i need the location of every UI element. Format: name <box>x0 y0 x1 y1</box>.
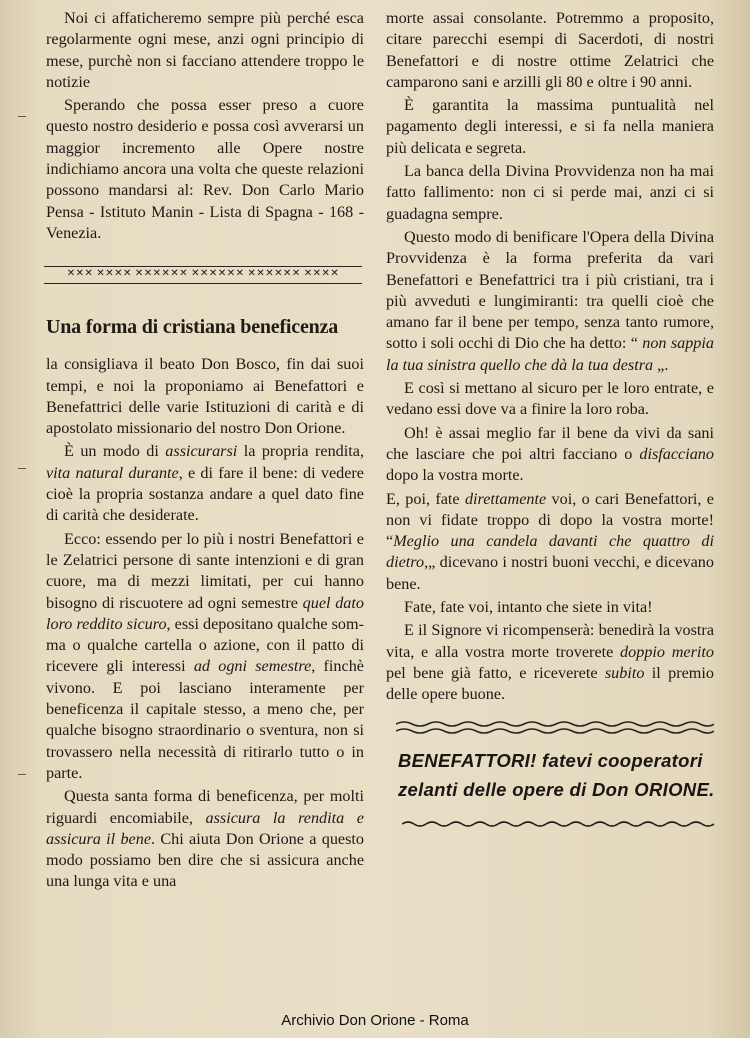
margin-mark <box>18 116 26 117</box>
wavy-rule-top <box>396 720 714 736</box>
paragraph: E il Signore vi ricompenserà: benedirà la vostra vita, e alla vostra morte troverete doppio merito pel bene già fatto, e riceverete subito il premio delle opere buone. <box>386 621 714 704</box>
paragraph: la consigliava il beato Don Bosco, fin dai suoi tempi, e noi la proponiamo ai Benefattori e Benefattrici delle varie Istituzioni di carità e di apostolato missionario del nostro Don Orione. <box>46 355 364 438</box>
margin-mark <box>18 774 26 775</box>
article-heading: Una forma di cristiana beneficenza <box>46 316 339 339</box>
paragraph: La banca della Divina Provvidenza non ha mai fatto fallimento: non ci si perde mai, anzi ci si guadagna sempre. <box>386 162 714 223</box>
paragraph: Ecco: essendo per lo più i nostri Benefattori e le Zelatrici persone di sante intenzioni e di gran cuore, ma di mezzi limitati, per cui hanno bisogno di riscuotere ad ogni semestre quel dato loro reddito sicuro, essi depositano qualche somma o qualche cartella o azione, con il patto di ricevere gli interessi ad ogni semestre, finchè vivono. E poi lasciano interamente per beneficenza il capitale stesso, a meno che, per qualche bisogno straordinario o sventura, non si trovassero nella necessità di ritirarlo tutto o in parte. <box>46 529 364 782</box>
left-column <box>46 8 364 893</box>
paragraph: È garantita la massima puntualità nel pagamento degli interessi, e si fa nella maniera più delicata e segreta. <box>386 96 714 157</box>
paragraph: Questa santa forma di beneficenza, per molti riguardi encomiabile, assicura la rendita e assicura il bene. Chi aiuta Don Orione a questo modo possiamo ben dire che si assicura anche una lunga vita e una <box>46 787 364 891</box>
paragraph: Sperando che possa esser preso a cuore questo nostro desiderio e possa così avverarsi un maggior incremento alle Opere nostre indichiamo ancora una volta che queste relazioni possono mandarsi al: Rev. Don Carlo Mario Pensa - Istituto Manin - Lista di Spagna - 168 - Venezia. <box>46 96 364 242</box>
paragraph: Questo modo di benificare l'Opera della Divina Provvidenza è la forma preferita da vari Benefattori e Benefattrici tra i più cristiani, tra i più avveduti e lungimiranti: tra quelli cioè che amano far il bene per tempo, senza tanto rumore, sotto i soli occhi di Dio che ha detto: “ non sappia la tua sinistra quello che dà la tua destra „. <box>386 227 714 374</box>
paragraph: E, poi, fate direttamente voi, o cari Benefattori, e non vi fidate troppo di dopo la vostra morte! “Meglio una candela davanti che quattro di dietro,„ dicevano i nostri buoni vecchi, e dicevano bene. <box>386 489 714 593</box>
archive-footer: Archivio Don Orione - Roma <box>281 1012 469 1029</box>
paragraph: Noi ci affaticheremo sempre più perché esca regolarmente ogni mese, anzi ogni principio di mese, purchè non si facciano attendere troppo le notizie <box>46 9 364 91</box>
paragraph: È un modo di assicurarsi la propria rendita, vita natural durante, e di fare il bene: di vedere cioè la propria sostanza andare a quel dato fine di carità che desiderate. <box>46 442 364 525</box>
paragraph: Fate, fate voi, intanto che siete in vita! <box>404 598 653 617</box>
right-column <box>386 8 714 832</box>
callout-text: BENEFATTORI! fatevi cooperatori zelanti delle opere di Don ORIONE. <box>398 749 715 800</box>
ornamental-divider: ✕✕✕ ✕✕✕✕ ✕✕✕✕✕✕ ✕✕✕✕✕✕ ✕✕✕✕✕✕ ✕✕✕✕ <box>44 266 362 284</box>
paragraph: E così si mettano al sicuro per le loro entrate, e vedano essi dove va a finire la loro roba. <box>386 379 714 419</box>
paragraph: Oh! è assai meglio far il bene da vivi da sani che lasciare che poi altri facciano o disfacciano dopo la vostra morte. <box>386 423 714 485</box>
paragraph: morte assai consolante. Potremmo a proposito, citare parecchi esempi di Sacerdoti, di nostri Benefattori e di nostre ottime Zelatrici che camparono sani e arzilli gli 80 e oltre i 90 anni. <box>386 9 714 91</box>
margin-mark <box>18 468 26 469</box>
wavy-rule-bottom <box>402 816 720 832</box>
